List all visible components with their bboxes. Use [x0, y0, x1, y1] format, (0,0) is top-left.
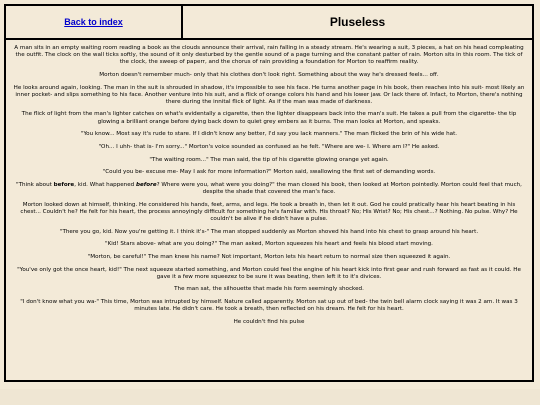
story-paragraph: A man sits in an empty waiting room reading a book as the clouds announce their arrival, rain falling in a steady stream. He's wearing a suit, 3 pieces, a hat on his head compleating the outfit. The clock on the wall ticks softly, the sound of it only desturbed by the gentle sound of a page turning and the constant patter of rain. Morton sits in this room. The tick of the clock, the sweep of paperr, and the chorus of rain providing a foundation for Morton to reaffirm reality. — [14, 45, 524, 66]
story-text: , kid. What happened — [74, 181, 136, 188]
page-background-strip — [0, 389, 540, 405]
page-frame — [4, 4, 534, 382]
emphasis-text: before — [53, 181, 75, 188]
story-paragraph: Morton looked down at himself, thinking. He considered his hands, feet, arms, and legs. He took a breath in, then let it out. God he could pratically hear his heart beating in his chest... Couldn't he? He felt for his heart, the process annoyingly difficult for something he's familiar with. His throat? No; His Wrist? No; His chest...? Nothing. No pulse. Why? He couldn't be alive if he didn't have a pulse. — [20, 201, 518, 222]
story-paragraph: "Could you be- excuse me- May I ask for more information?" Morton said, swallowing the first set of demanding words. — [102, 169, 436, 176]
story-text: "Think about — [16, 181, 54, 188]
emphasis-text: before — [136, 181, 157, 188]
header-nav-cell — [6, 6, 183, 38]
story-paragraph: "There you go, kid. Now you're getting it. I think it's-" The man stopped suddenly as Morton shoved his hand into his chest to grasp around his heart. — [59, 228, 479, 235]
story-paragraph: Morton doesn't remember much- only that his clothes don't look right. Something about the way he's dressed feels... off. — [99, 71, 439, 78]
story-paragraph: The flick of light from the man's lighter catches on what's evidentally a cigarette, then the lighter disappears back into the man's suit. He takes a pull from the cigarette- the tip glowing a brilliant orange before dying back down to quiet grey embers as it burns. The man looks at Morton, and speaks. — [21, 111, 517, 125]
story-text: ? Where were you, what were you doing?" the man closed his book, then looked at Morton pointedly. Morton could feel that much, despite the shade that covered the man's face. — [156, 181, 522, 196]
story-paragraph: He couldn't find his pulse — [233, 318, 305, 325]
story-paragraph: "You've only got the once heart, kid!" The next squeeze started something, and Morton could feel the engine of his heart kick into first gear and rush forward as fast as it could. He gave it a few more squeezez to be sure it was beating, then left it to it's divices. — [17, 266, 521, 280]
story-paragraph: "The waiting room..." The man said, the tip of his cigarette glowing orange yet again. — [149, 156, 389, 163]
story-paragraph: He looks around again, looking. The man in the suit is shrouded in shadow, it's impossible to see his face. He turns another page in his book, then reaches into his suit- most likely an inner pocket- and slips something to his face. Another venture into his suit, and a flick of orange colors his hand and his lower jaw. Or lack there of. Infact, to Morton, there's nothing there during the innital flick of light. As if the man was made of darkness. — [13, 84, 525, 105]
page-title: Pluseless — [329, 15, 386, 29]
story-paragraph: "Morton, be careful!" The man knew his name? Not important, Morton lets his heart return to normal size then squeezed it again. — [87, 254, 451, 260]
header-title-cell — [183, 6, 532, 38]
story-body — [6, 40, 532, 326]
story-paragraph: The man sat, the silhouette that made his form seemingly shocked. — [174, 286, 364, 293]
back-to-index-link[interactable]: Back to index — [64, 17, 123, 27]
story-paragraph — [12, 182, 526, 196]
story-paragraph: "You know... Most say it's rude to stare. If I didn't know any better, I'd say you lack manners." The man flicked the brin of his wide hat. — [80, 131, 458, 138]
story-paragraph: "Kid! Stars above- what are you doing?" The man asked, Morton squeezes his heart and feels his blood start moving. — [105, 241, 433, 248]
story-paragraph: "I don't know what you wa-" This time, Morton was intrupted by himself. Nature called apparently. Morton sat up out of bed- the twin bell alarm clock saying it was 2 am. It was 3 minutes late. He didn't care. He took a breath, then reflected on his dream. He felt for his heart. — [20, 299, 518, 313]
story-paragraph: "Oh... I uhh- that is- I'm sorry..." Morton's voice sounded as confused as he felt. "Where are we- I. Where am I?" He asked. — [98, 143, 440, 150]
header-table — [6, 6, 532, 40]
